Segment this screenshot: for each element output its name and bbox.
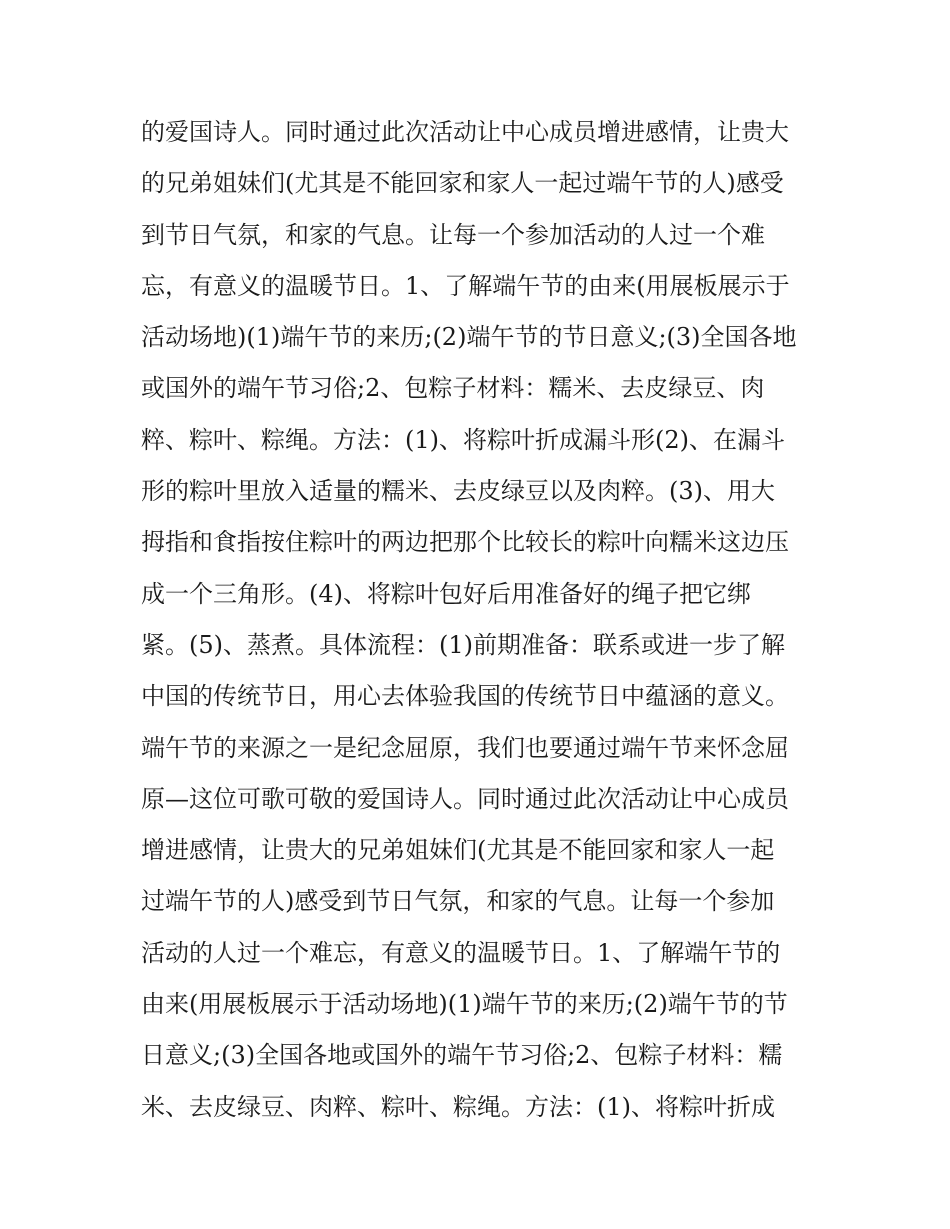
- text-line-15: 增进感情，让贵大的兄弟姐妹们(尤其是不能回家和家人一起: [141, 836, 775, 865]
- text-line-19: 日意义;(3)全国各地或国外的端午节习俗;2、包粽子材料：糯: [141, 1041, 783, 1070]
- text-line-3: 到节日气氛，和家的气息。让每一个参加活动的人过一个难: [141, 220, 765, 249]
- text-line-1: 的爱国诗人。同时通过此次活动让中心成员增进感情，让贵大: [141, 118, 789, 146]
- text-line-2: 的兄弟姐妹们(尤其是不能回家和家人一起过端午节的人)感受: [141, 169, 784, 198]
- text-line-16: 过端午节的人)感受到节日气氛，和家的气息。让每一个参加: [141, 887, 775, 916]
- text-line-13: 端午节的来源之一是纪念屈原，我们也要通过端午节来怀念屈: [141, 733, 789, 762]
- text-line-17: 活动的人过一个难忘，有意义的温暖节日。1、了解端午节的: [141, 938, 781, 967]
- text-line-6: 或国外的端午节习俗;2、包粽子材料：糯米、去皮绿豆、肉: [141, 374, 765, 403]
- body-text: [141, 107, 821, 1133]
- text-line-10: 成一个三角形。(4)、将粽叶包好后用准备好的绳子把它绑: [141, 579, 751, 608]
- text-line-18: 由来(用展板展示于活动场地)(1)端午节的来历;(2)端午节的节: [141, 990, 788, 1019]
- text-line-7: 粹、粽叶、粽绳。方法：(1)、将粽叶折成漏斗形(2)、在漏斗: [141, 425, 785, 454]
- text-line-9: 拇指和食指按住粽叶的两边把那个比较长的粽叶向糯米这边压: [141, 528, 789, 557]
- text-line-5: 活动场地)(1)端午节的来历;(2)端午节的节日意义;(3)全国各地: [141, 323, 797, 352]
- text-line-8: 形的粽叶里放入适量的糯米、去皮绿豆以及肉粹。(3)、用大: [141, 477, 775, 506]
- text-line-12: 中国的传统节日，用心去体验我国的传统节日中蕴涵的意义。: [141, 682, 789, 711]
- text-line-4: 忘，有意义的温暖节日。1、了解端午节的由来(用展板展示于: [141, 271, 790, 300]
- text-line-14: 原—这位可歌可敬的爱国诗人。同时通过此次活动让中心成员: [141, 784, 789, 813]
- text-line-20: 米、去皮绿豆、肉粹、粽叶、粽绳。方法：(1)、将粽叶折成: [141, 1092, 775, 1121]
- text-line-11: 紧。(5)、蒸煮。具体流程：(1)前期准备：联系或进一步了解: [141, 630, 785, 659]
